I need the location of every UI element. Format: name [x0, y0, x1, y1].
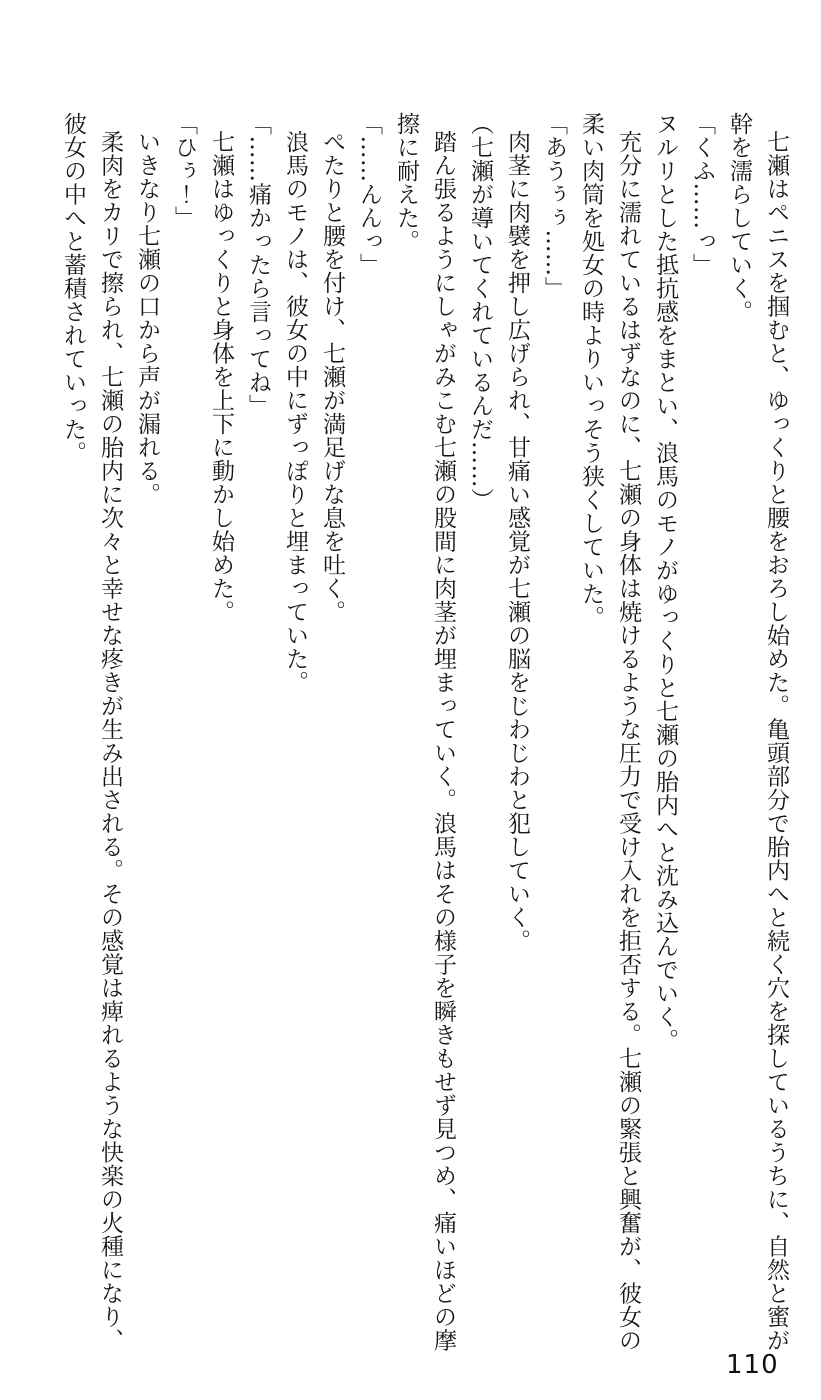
text-line: 「ひぅ！」 [171, 112, 197, 230]
text-line: いきなり七瀬の口から声が漏れる。 [134, 130, 160, 506]
text-line: 浪馬のモノは、彼女の中にずっぽりと埋まっていた。 [282, 130, 308, 694]
text-line: 充分に濡れているはずなのに、七瀬の身体は焼けるような圧力で受け入れを拒否する。七瀬の緊張と興奮が、彼女の [615, 130, 641, 1352]
text-line: 柔い肉筒を処女の時よりいっそう狭くしていた。 [578, 112, 604, 629]
page-number: 110 [726, 1350, 779, 1380]
text-line: 「くふ……っ」 [689, 112, 715, 277]
text-line: 七瀬はゆっくりと身体を上下に動かし始めた。 [208, 130, 234, 624]
text-block [54, 112, 794, 1392]
text-line: ヌルリとした抵抗感をまとい、浪馬のモノがゆっくりと七瀬の胎内へと沈み込んでいく。 [652, 112, 678, 1052]
text-line: 幹を濡らしていく。 [726, 112, 752, 324]
text-line: 七瀬はペニスを掴むと、ゆっくりと腰をおろし始めた。亀頭部分で胎内へと続く穴を探しているうちに、自然と蜜が [763, 130, 789, 1352]
text-line: 「……痛かったら言ってね」 [245, 112, 271, 418]
text-line: 「あうぅぅ……」 [541, 112, 567, 300]
text-line: 擦に耐えた。 [393, 112, 419, 253]
text-line: 彼女の中へと蓄積されていった。 [60, 112, 86, 465]
text-line: 肉茎に肉襞を押し広げられ、甘痛い感覚が七瀬の脳をじわじわと犯していく。 [504, 130, 530, 953]
text-line: 踏ん張るようにしゃがみこむ七瀬の股間に肉茎が埋まっていく。浪馬はその様子を瞬きもせず見つめ、痛いほどの摩 [430, 130, 456, 1352]
text-line: 「……んんっ」 [356, 112, 382, 277]
text-line: 柔肉をカリで擦られ、七瀬の胎内に次々と幸せな疼きが生み出される。その感覚は痺れるような快楽の火種になり、 [97, 130, 123, 1352]
text-line: （七瀬が導いてくれているんだ……） [467, 112, 493, 512]
text-line: ぺたりと腰を付け、七瀬が満足げな息を吐く。 [319, 130, 345, 624]
